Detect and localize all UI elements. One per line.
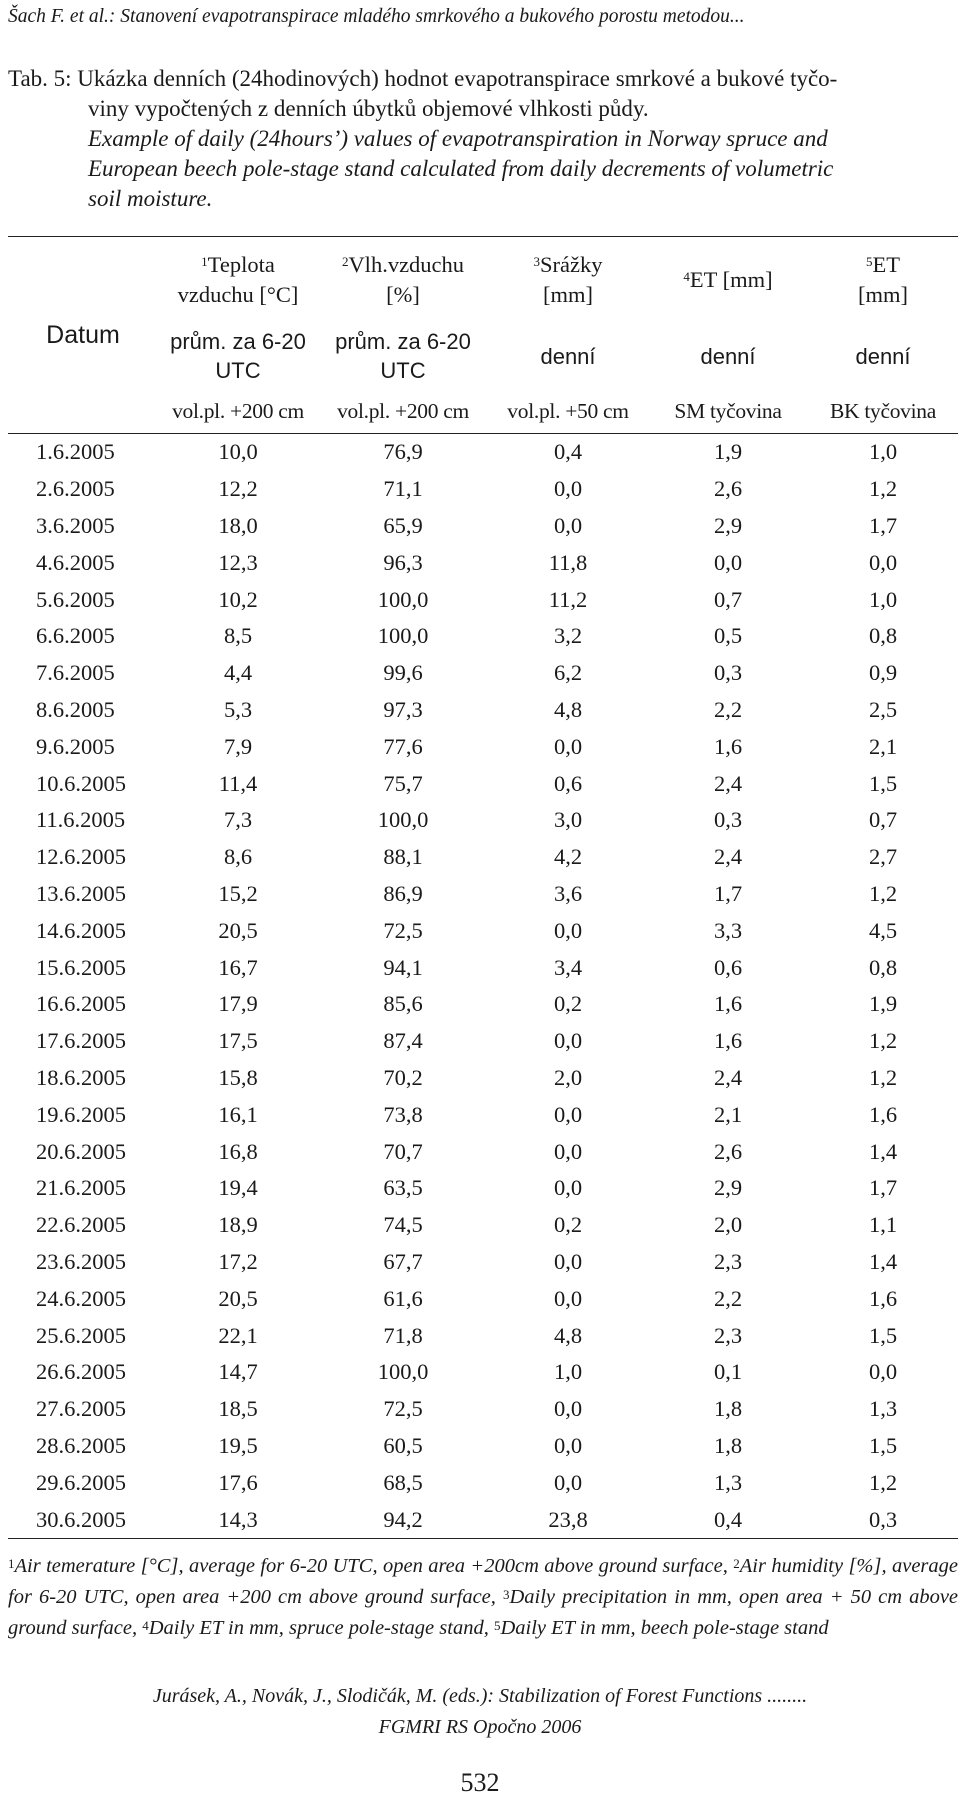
cell-et-beech: 1,4 <box>868 1138 898 1164</box>
page-number: 532 <box>460 1768 500 1797</box>
cell-precipitation: 3,2 <box>553 623 583 649</box>
cell-air-humidity: 65,9 <box>383 512 423 538</box>
table-row <box>8 839 958 876</box>
cell-precipitation: 0,0 <box>553 733 583 759</box>
table-row <box>8 471 958 508</box>
cell-et-beech: 1,0 <box>868 439 898 465</box>
table-row <box>8 1060 958 1097</box>
cell-air-humidity: 60,5 <box>383 1432 423 1458</box>
cell-air-humidity: 100,0 <box>377 623 429 649</box>
table-body <box>8 434 958 1539</box>
caption-czech-line-1: Tab. 5: Ukázka denních (24hodinových) hodnot evapotranspirace smrkové a bukové tyčo- <box>8 66 838 91</box>
header-location-et-beech: BK tyčovina <box>808 389 958 434</box>
table-row <box>8 1207 958 1244</box>
cell-precipitation: 11,2 <box>548 586 588 612</box>
cell-precipitation: 0,0 <box>553 1028 583 1054</box>
cell-air-humidity: 86,9 <box>383 880 423 906</box>
cell-et-spruce: 1,6 <box>713 1028 743 1054</box>
header-location-et-spruce: SM tyčovina <box>648 389 808 434</box>
header-row-quantity <box>8 237 958 324</box>
table-row <box>8 1317 958 1354</box>
cell-air-temperature: 18,5 <box>218 1396 258 1422</box>
header-location-humidity: vol.pl. +200 cm <box>318 389 488 434</box>
cell-air-temperature: 10,0 <box>218 439 258 465</box>
cell-air-temperature: 17,2 <box>218 1248 258 1274</box>
table-row <box>8 655 958 692</box>
cell-date: 2.6.2005 <box>36 476 115 502</box>
header-datum: Datum <box>8 237 158 434</box>
cell-air-humidity: 85,6 <box>383 991 423 1017</box>
cell-date: 8.6.2005 <box>36 696 115 722</box>
cell-et-beech: 1,5 <box>868 1322 898 1348</box>
cell-air-humidity: 99,6 <box>383 660 423 686</box>
cell-precipitation: 0,0 <box>553 1432 583 1458</box>
cell-air-humidity: 63,5 <box>383 1175 423 1201</box>
footer-citation: Jurásek, A., Novák, J., Slodičák, M. (eds.): Stabilization of Forest Functions ........ <box>152 1685 808 1707</box>
cell-air-humidity: 87,4 <box>383 1028 423 1054</box>
cell-et-spruce: 0,0 <box>713 549 743 575</box>
cell-precipitation: 4,8 <box>553 696 583 722</box>
cell-air-humidity: 72,5 <box>383 1396 423 1422</box>
cell-et-spruce: 1,8 <box>713 1396 743 1422</box>
table-row <box>8 912 958 949</box>
table-row <box>8 1096 958 1133</box>
table-row <box>8 692 958 729</box>
caption-english-line-2: European beech pole-stage stand calculated from daily decrements of volumetric <box>88 156 834 181</box>
cell-air-temperature: 16,1 <box>218 1101 258 1127</box>
cell-air-temperature: 8,5 <box>223 623 253 649</box>
cell-et-spruce: 0,6 <box>713 954 743 980</box>
cell-precipitation: 4,2 <box>553 844 583 870</box>
cell-et-beech: 1,2 <box>868 476 898 502</box>
cell-air-temperature: 19,4 <box>218 1175 258 1201</box>
cell-date: 11.6.2005 <box>36 807 126 833</box>
cell-precipitation: 0,0 <box>553 1101 583 1127</box>
cell-et-beech: 1,6 <box>868 1101 898 1127</box>
table-row <box>8 1244 958 1281</box>
cell-precipitation: 4,8 <box>553 1322 583 1348</box>
table-row <box>8 765 958 802</box>
cell-precipitation: 3,0 <box>553 807 583 833</box>
cell-air-temperature: 5,3 <box>223 696 253 722</box>
cell-et-beech: 0,0 <box>868 549 898 575</box>
header-stat-et-beech: denní <box>855 343 911 369</box>
header-stat-precipitation: denní <box>540 343 596 369</box>
cell-date: 12.6.2005 <box>36 844 126 870</box>
page-footer <box>0 1681 960 1743</box>
table-footnote: $^1$Air temerature [°C], average for 6-20 UTC, open area +200cm above ground surface, $^2$Air humidity [%], average for 6-20 UTC, open area +200 cm above ground surface, $^3$Daily precipitation in mm, open area + 50 cm above ground surface, $^4$Daily ET in mm, spruce pole-stage stand, $^5$Daily ET in mm, beech pole-stage stand <box>8 1555 959 1639</box>
cell-precipitation: 3,4 <box>553 954 583 980</box>
header-location-precipitation: vol.pl. +50 cm <box>488 389 648 434</box>
cell-precipitation: 0,2 <box>553 991 583 1017</box>
cell-precipitation: 0,0 <box>553 1469 583 1495</box>
cell-air-humidity: 100,0 <box>377 807 429 833</box>
table-row <box>8 1133 958 1170</box>
cell-et-beech: 1,7 <box>868 1175 898 1201</box>
cell-et-spruce: 0,1 <box>713 1359 743 1385</box>
cell-et-beech: 0,9 <box>868 660 898 686</box>
cell-et-beech: 0,0 <box>868 1359 898 1385</box>
header-stat-et-spruce: denní <box>700 343 756 369</box>
cell-date: 14.6.2005 <box>36 917 126 943</box>
evapotranspiration-table <box>8 236 958 1539</box>
cell-et-beech: 1,9 <box>868 991 898 1017</box>
cell-et-spruce: 1,3 <box>713 1469 743 1495</box>
cell-precipitation: 11,8 <box>548 549 588 575</box>
cell-et-beech: 2,7 <box>868 844 898 870</box>
cell-et-spruce: 2,4 <box>713 1064 743 1090</box>
table-row <box>8 876 958 913</box>
cell-date: 6.6.2005 <box>36 623 115 649</box>
cell-precipitation: 2,0 <box>553 1064 583 1090</box>
cell-air-temperature: 7,3 <box>223 807 253 833</box>
cell-precipitation: 0,2 <box>553 1212 583 1238</box>
cell-et-spruce: 2,4 <box>713 770 743 796</box>
cell-et-spruce: 2,4 <box>713 844 743 870</box>
cell-date: 5.6.2005 <box>36 586 115 612</box>
cell-date: 10.6.2005 <box>36 770 126 796</box>
cell-et-spruce: 0,4 <box>648 1501 808 1538</box>
cell-precipitation: 0,0 <box>553 917 583 943</box>
cell-et-beech: 0,7 <box>868 807 898 833</box>
cell-et-beech: 1,2 <box>868 880 898 906</box>
cell-date: 26.6.2005 <box>36 1359 126 1385</box>
caption-english-line-1: Example of daily (24hours’) values of evapotranspiration in Norway spruce and <box>88 126 828 151</box>
caption-czech-line-2: viny vypočtených z denních úbytků objemové vlhkosti půdy. <box>88 96 649 121</box>
cell-date: 16.6.2005 <box>36 991 126 1017</box>
cell-air-temperature: 17,6 <box>218 1469 258 1495</box>
cell-air-temperature: 16,7 <box>218 954 258 980</box>
cell-air-humidity: 100,0 <box>377 1359 429 1385</box>
cell-et-beech: 1,2 <box>868 1469 898 1495</box>
cell-date: 3.6.2005 <box>36 512 115 538</box>
cell-et-beech: 2,5 <box>868 696 898 722</box>
cell-et-beech: 1,0 <box>868 586 898 612</box>
running-head: Šach F. et al.: Stanovení evapotranspirace mladého smrkového a bukového porostu metodou... <box>8 6 745 27</box>
table-row <box>8 949 958 986</box>
cell-precipitation: 0,0 <box>553 1285 583 1311</box>
cell-et-spruce: 1,9 <box>713 439 743 465</box>
cell-air-humidity: 72,5 <box>383 917 423 943</box>
cell-date: 29.6.2005 <box>36 1469 126 1495</box>
cell-et-beech: 1,4 <box>868 1248 898 1274</box>
cell-air-temperature: 15,8 <box>218 1064 258 1090</box>
cell-date: 13.6.2005 <box>36 880 126 906</box>
table-row <box>8 1501 958 1538</box>
cell-et-spruce: 2,9 <box>713 1175 743 1201</box>
cell-precipitation: 0,4 <box>553 439 583 465</box>
cell-et-beech: 0,8 <box>868 623 898 649</box>
cell-air-humidity: 94,1 <box>383 954 423 980</box>
cell-air-humidity: 96,3 <box>383 549 423 575</box>
cell-date: 21.6.2005 <box>36 1175 126 1201</box>
cell-air-temperature: 11,4 <box>218 770 258 796</box>
cell-precipitation: 0,0 <box>553 1396 583 1422</box>
table-row <box>8 1428 958 1465</box>
table-row <box>8 1280 958 1317</box>
cell-air-temperature: 4,4 <box>223 660 253 686</box>
header-stat-humidity: prům. za 6-20 UTC <box>335 329 471 383</box>
cell-et-spruce: 2,1 <box>713 1101 743 1127</box>
cell-date: 17.6.2005 <box>36 1028 126 1054</box>
cell-date: 30.6.2005 <box>8 1501 158 1538</box>
header-stat-temperature: prům. za 6-20 UTC <box>170 329 306 383</box>
cell-et-spruce: 2,3 <box>713 1248 743 1274</box>
cell-air-temperature: 7,9 <box>223 733 253 759</box>
cell-et-beech: 2,1 <box>868 733 898 759</box>
cell-date: 28.6.2005 <box>36 1432 126 1458</box>
cell-et-spruce: 2,0 <box>713 1212 743 1238</box>
cell-air-temperature: 12,2 <box>218 476 258 502</box>
cell-et-spruce: 2,2 <box>713 1285 743 1311</box>
cell-et-spruce: 2,2 <box>713 696 743 722</box>
table-row <box>8 1170 958 1207</box>
cell-air-humidity: 97,3 <box>383 696 423 722</box>
cell-date: 15.6.2005 <box>36 954 126 980</box>
cell-et-spruce: 3,3 <box>713 917 743 943</box>
cell-date: 27.6.2005 <box>36 1396 126 1422</box>
cell-air-temperature: 15,2 <box>218 880 258 906</box>
cell-precipitation: 3,6 <box>553 880 583 906</box>
cell-air-humidity: 94,2 <box>318 1501 488 1538</box>
table-row <box>8 802 958 839</box>
cell-air-temperature: 20,5 <box>218 1285 258 1311</box>
table-row <box>8 618 958 655</box>
footer-publisher: FGMRI RS Opočno 2006 <box>378 1716 582 1738</box>
cell-et-spruce: 0,3 <box>713 660 743 686</box>
cell-precipitation: 0,0 <box>553 512 583 538</box>
cell-air-humidity: 88,1 <box>383 844 423 870</box>
cell-date: 22.6.2005 <box>36 1212 126 1238</box>
cell-date: 7.6.2005 <box>36 660 115 686</box>
cell-precipitation: 6,2 <box>553 660 583 686</box>
cell-et-beech: 0,8 <box>868 954 898 980</box>
cell-air-humidity: 70,2 <box>383 1064 423 1090</box>
header-et-beech: $^5$ET [mm] <box>808 237 958 324</box>
cell-air-temperature: 8,6 <box>223 844 253 870</box>
cell-air-temperature: 14,7 <box>218 1359 258 1385</box>
cell-et-spruce: 1,8 <box>713 1432 743 1458</box>
table-caption <box>8 64 958 214</box>
cell-air-temperature: 17,5 <box>218 1028 258 1054</box>
cell-et-spruce: 0,7 <box>713 586 743 612</box>
cell-air-humidity: 76,9 <box>383 439 423 465</box>
cell-et-spruce: 1,6 <box>713 991 743 1017</box>
header-precipitation: $^3$Srážky [mm] <box>488 237 648 324</box>
cell-date: 25.6.2005 <box>36 1322 126 1348</box>
cell-et-beech: 1,5 <box>868 1432 898 1458</box>
cell-date: 18.6.2005 <box>36 1064 126 1090</box>
cell-date: 4.6.2005 <box>36 549 115 575</box>
cell-et-beech: 1,2 <box>868 1028 898 1054</box>
table-row <box>8 544 958 581</box>
cell-precipitation: 0,0 <box>553 1175 583 1201</box>
header-air-temperature: $^1$Teplota vzduchu [°C] <box>158 237 318 324</box>
cell-air-humidity: 75,7 <box>383 770 423 796</box>
header-location-temperature: vol.pl. +200 cm <box>158 389 318 434</box>
table-row <box>8 508 958 545</box>
cell-air-temperature: 17,9 <box>218 991 258 1017</box>
cell-precipitation: 23,8 <box>488 1501 648 1538</box>
cell-precipitation: 0,6 <box>553 770 583 796</box>
cell-et-spruce: 2,3 <box>713 1322 743 1348</box>
cell-air-humidity: 68,5 <box>383 1469 423 1495</box>
header-et-spruce: $^4$ET [mm] <box>648 237 808 324</box>
cell-et-beech: 1,1 <box>868 1212 898 1238</box>
cell-date: 23.6.2005 <box>36 1248 126 1274</box>
cell-et-beech: 1,2 <box>868 1064 898 1090</box>
cell-air-temperature: 16,8 <box>218 1138 258 1164</box>
cell-et-spruce: 1,7 <box>713 880 743 906</box>
cell-air-humidity: 67,7 <box>383 1248 423 1274</box>
table-row <box>8 1391 958 1428</box>
cell-air-humidity: 71,1 <box>383 476 423 502</box>
cell-date: 9.6.2005 <box>36 733 115 759</box>
cell-air-temperature: 18,0 <box>218 512 258 538</box>
table-row <box>8 1023 958 1060</box>
cell-air-temperature: 19,5 <box>218 1432 258 1458</box>
table-row <box>8 1464 958 1501</box>
cell-date: 20.6.2005 <box>36 1138 126 1164</box>
cell-air-temperature: 22,1 <box>218 1322 258 1348</box>
cell-et-beech: 1,5 <box>868 770 898 796</box>
cell-air-humidity: 73,8 <box>383 1101 423 1127</box>
table-row <box>8 581 958 618</box>
cell-date: 24.6.2005 <box>36 1285 126 1311</box>
cell-et-spruce: 2,6 <box>713 476 743 502</box>
cell-et-spruce: 2,6 <box>713 1138 743 1164</box>
cell-air-humidity: 70,7 <box>383 1138 423 1164</box>
cell-et-spruce: 2,9 <box>713 512 743 538</box>
cell-et-beech: 4,5 <box>868 917 898 943</box>
cell-air-humidity: 77,6 <box>383 733 423 759</box>
cell-air-temperature: 18,9 <box>218 1212 258 1238</box>
caption-english-line-3: soil moisture. <box>88 186 213 211</box>
cell-et-beech: 1,6 <box>868 1285 898 1311</box>
cell-precipitation: 1,0 <box>553 1359 583 1385</box>
cell-precipitation: 0,0 <box>553 1248 583 1274</box>
cell-date: 19.6.2005 <box>36 1101 126 1127</box>
cell-date: 1.6.2005 <box>36 439 115 465</box>
cell-air-humidity: 100,0 <box>377 586 429 612</box>
cell-precipitation: 0,0 <box>553 1138 583 1164</box>
cell-et-beech: 0,3 <box>808 1501 958 1538</box>
table-row <box>8 728 958 765</box>
cell-precipitation: 0,0 <box>553 476 583 502</box>
table-row <box>8 986 958 1023</box>
table-row <box>8 1354 958 1391</box>
cell-air-temperature: 20,5 <box>218 917 258 943</box>
cell-et-beech: 1,7 <box>868 512 898 538</box>
cell-et-spruce: 0,3 <box>713 807 743 833</box>
cell-air-temperature: 10,2 <box>218 586 258 612</box>
cell-air-temperature: 14,3 <box>158 1501 318 1538</box>
cell-et-beech: 1,3 <box>868 1396 898 1422</box>
cell-air-humidity: 74,5 <box>383 1212 423 1238</box>
cell-air-temperature: 12,3 <box>218 549 258 575</box>
cell-air-humidity: 61,6 <box>383 1285 423 1311</box>
cell-et-spruce: 1,6 <box>713 733 743 759</box>
table-row <box>8 434 958 471</box>
cell-air-humidity: 71,8 <box>383 1322 423 1348</box>
cell-et-spruce: 0,5 <box>713 623 743 649</box>
header-air-humidity: $^2$Vlh.vzduchu [%] <box>318 237 488 324</box>
